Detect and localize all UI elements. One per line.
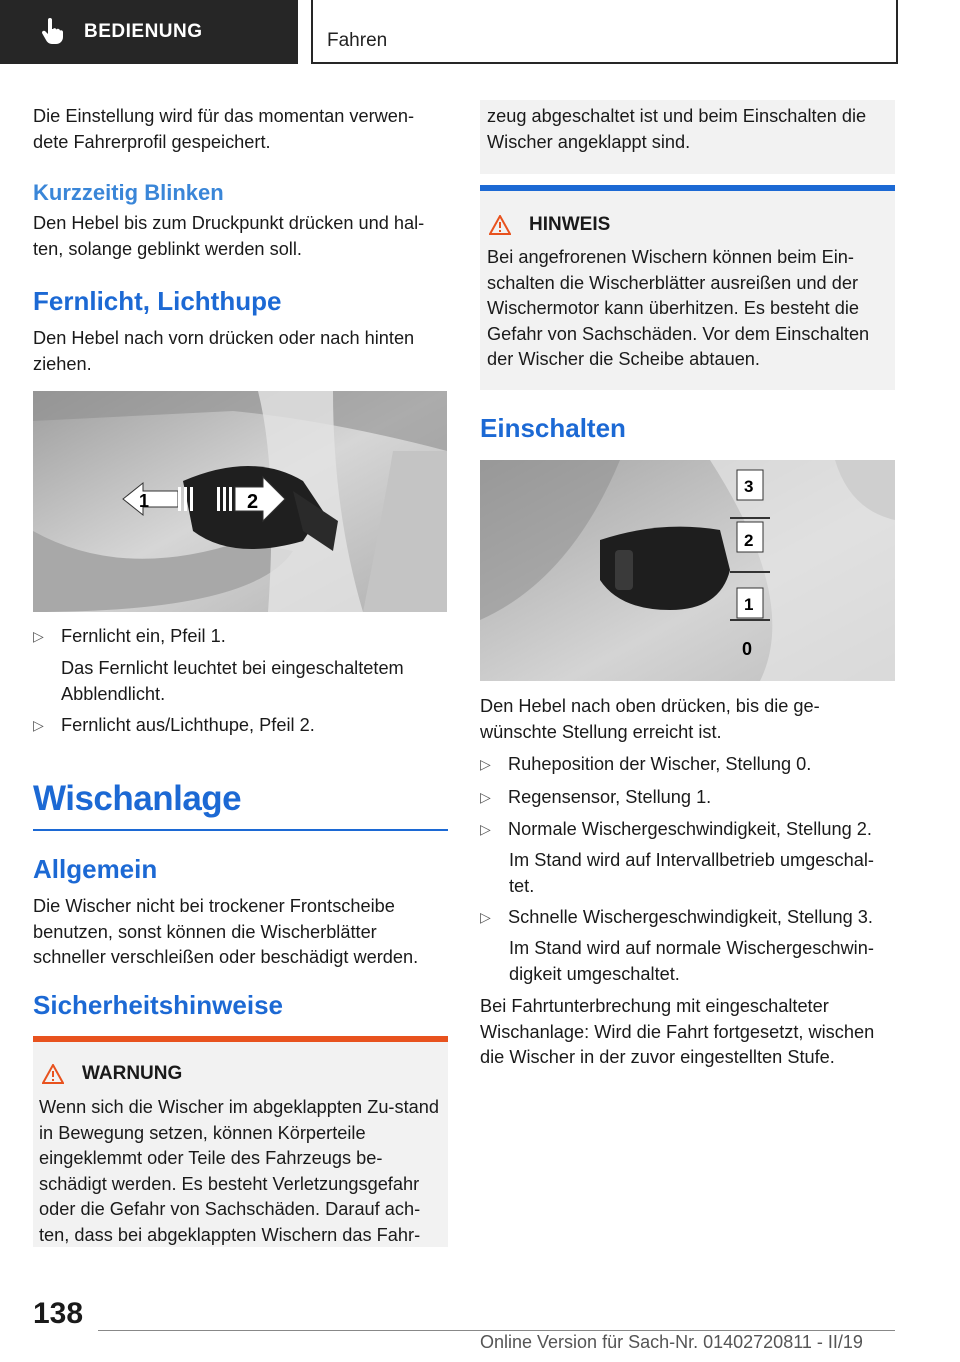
blinken-text: Den Hebel bis zum Druckpunkt drücken und hal-ten, solange geblinkt werden soll. bbox=[33, 213, 425, 259]
allgemein-heading: Allgemein bbox=[33, 854, 158, 884]
einschalten-paragraph bbox=[480, 694, 895, 745]
triangle-bullet-icon: ▷ bbox=[480, 789, 491, 805]
list-item-subtext: Im Stand wird auf Intervallbetrieb umgeschal-tet. bbox=[509, 850, 874, 896]
blinken-paragraph bbox=[33, 211, 448, 262]
intro-text: Die Einstellung wird für das momentan verwen-dete Fahrerprofil gespeichert. bbox=[33, 106, 415, 152]
triangle-bullet-icon: ▷ bbox=[33, 628, 44, 644]
list-item bbox=[33, 624, 448, 650]
einschalten-text: Den Hebel nach oben drücken, bis die ge-wünschte Stellung erreicht ist. bbox=[480, 696, 820, 742]
notice-paragraph bbox=[487, 245, 889, 373]
fernlicht-text: Den Hebel nach vorn drücken oder nach hinten ziehen. bbox=[33, 328, 415, 374]
list-item-text: Schnelle Wischergeschwindigkeit, Stellung 3. bbox=[508, 907, 873, 927]
figure-light-lever bbox=[33, 391, 447, 612]
intro-paragraph bbox=[33, 104, 448, 155]
hand-pointer-icon bbox=[40, 18, 64, 46]
warning-paragraph bbox=[39, 1095, 444, 1248]
blinken-heading: Kurzzeitig Blinken bbox=[33, 180, 224, 205]
continued-paragraph bbox=[487, 104, 889, 155]
einschalten-heading: Einschalten bbox=[480, 413, 626, 443]
final-paragraph bbox=[480, 994, 895, 1071]
warning-triangle-icon bbox=[42, 1064, 64, 1084]
list-item-text: Regensensor, Stellung 1. bbox=[508, 787, 712, 807]
triangle-bullet-icon: ▷ bbox=[480, 756, 491, 772]
figure2-pos1-label: 1 bbox=[744, 595, 754, 614]
fernlicht-heading: Fernlicht, Lichthupe bbox=[33, 286, 282, 316]
notice-title bbox=[489, 214, 610, 236]
triangle-bullet-icon: ▷ bbox=[480, 821, 491, 837]
chapter-box bbox=[311, 0, 898, 64]
figure2-pos2-label: 2 bbox=[744, 531, 754, 550]
light-lever-illustration bbox=[33, 391, 447, 612]
continued-text: zeug abgeschaltet ist und beim Einschalten die Wischer angeklappt sind. bbox=[487, 106, 867, 152]
final-text: Bei Fahrtunterbrechung mit eingeschalteter Wischanlage: Wird die Fahrt fortgesetzt, wischen die Wischer in der zuvor eingestellten Stufe. bbox=[480, 996, 875, 1067]
figure-wiper-lever bbox=[480, 460, 895, 681]
page-number: 138 bbox=[33, 1297, 84, 1330]
fernlicht-paragraph bbox=[33, 326, 448, 377]
list-item-text: Fernlicht aus/Lichthupe, Pfeil 2. bbox=[61, 715, 315, 735]
list-item bbox=[33, 713, 448, 739]
figure2-pos3-label: 3 bbox=[744, 477, 754, 496]
figure1-arrow2-label: 2 bbox=[247, 491, 259, 513]
notice-text: Bei angefrorenen Wischern können beim Ein-schalten die Wischerblätter ausreißen und der Wischermotor kann überhitzen. Es besteht die Gefahr von Sachschäden. Vor dem Einschalten der Wischer die Scheibe abtauen. bbox=[487, 247, 870, 369]
list-item-text: Fernlicht ein, Pfeil 1. bbox=[61, 626, 226, 646]
warning-text: Wenn sich die Wischer im abgeklappten Zu-stand in Bewegung setzen, können Körperteile eingeklemmt oder Teile des Fahrzeugs be-schädigt werden. Es besteht Verletzungsgefahr oder die Gefahr von Sachschäden. Darauf ach-ten, dass bei abgeklappten Wischern das Fahr- bbox=[39, 1097, 439, 1245]
wischanlage-heading: Wischanlage bbox=[33, 779, 242, 818]
triangle-bullet-icon: ▷ bbox=[33, 717, 44, 733]
warning-triangle-icon bbox=[489, 215, 511, 235]
triangle-bullet-icon: ▷ bbox=[480, 909, 491, 925]
notice-label: HINWEIS bbox=[529, 214, 611, 235]
list-item-text: Ruheposition der Wischer, Stellung 0. bbox=[508, 754, 812, 774]
figure1-arrow1-label: 1 bbox=[139, 491, 150, 511]
list-item-subtext: Das Fernlicht leuchtet bei eingeschaltetem Abblendlicht. bbox=[61, 658, 404, 704]
warning-title bbox=[42, 1063, 182, 1085]
sicherheit-heading: Sicherheitshinweise bbox=[33, 990, 283, 1020]
chapter-title: Fahren bbox=[327, 30, 388, 51]
list-item bbox=[480, 752, 895, 778]
allgemein-paragraph bbox=[33, 894, 448, 971]
list-item bbox=[480, 817, 895, 843]
list-item-text: Normale Wischergeschwindigkeit, Stellung 2. bbox=[508, 819, 872, 839]
heading-rule bbox=[33, 829, 448, 831]
section-tab bbox=[0, 0, 298, 64]
wiper-lever-illustration bbox=[480, 460, 895, 681]
section-title: BEDIENUNG bbox=[84, 21, 203, 42]
figure2-pos0-label: 0 bbox=[742, 639, 753, 659]
footer-text: Online Version für Sach-Nr. 01402720811 - II/19 bbox=[480, 1332, 863, 1352]
warning-label: WARNUNG bbox=[82, 1063, 183, 1084]
footer-rule bbox=[98, 1330, 895, 1331]
list-item bbox=[480, 785, 895, 811]
list-item bbox=[480, 905, 895, 931]
list-item-subtext: Im Stand wird auf normale Wischergeschwin-digkeit umgeschaltet. bbox=[509, 938, 874, 984]
allgemein-text: Die Wischer nicht bei trockener Frontscheibe benutzen, sonst können die Wischerblätter schneller verschleißen oder beschädigt werden. bbox=[33, 896, 419, 967]
